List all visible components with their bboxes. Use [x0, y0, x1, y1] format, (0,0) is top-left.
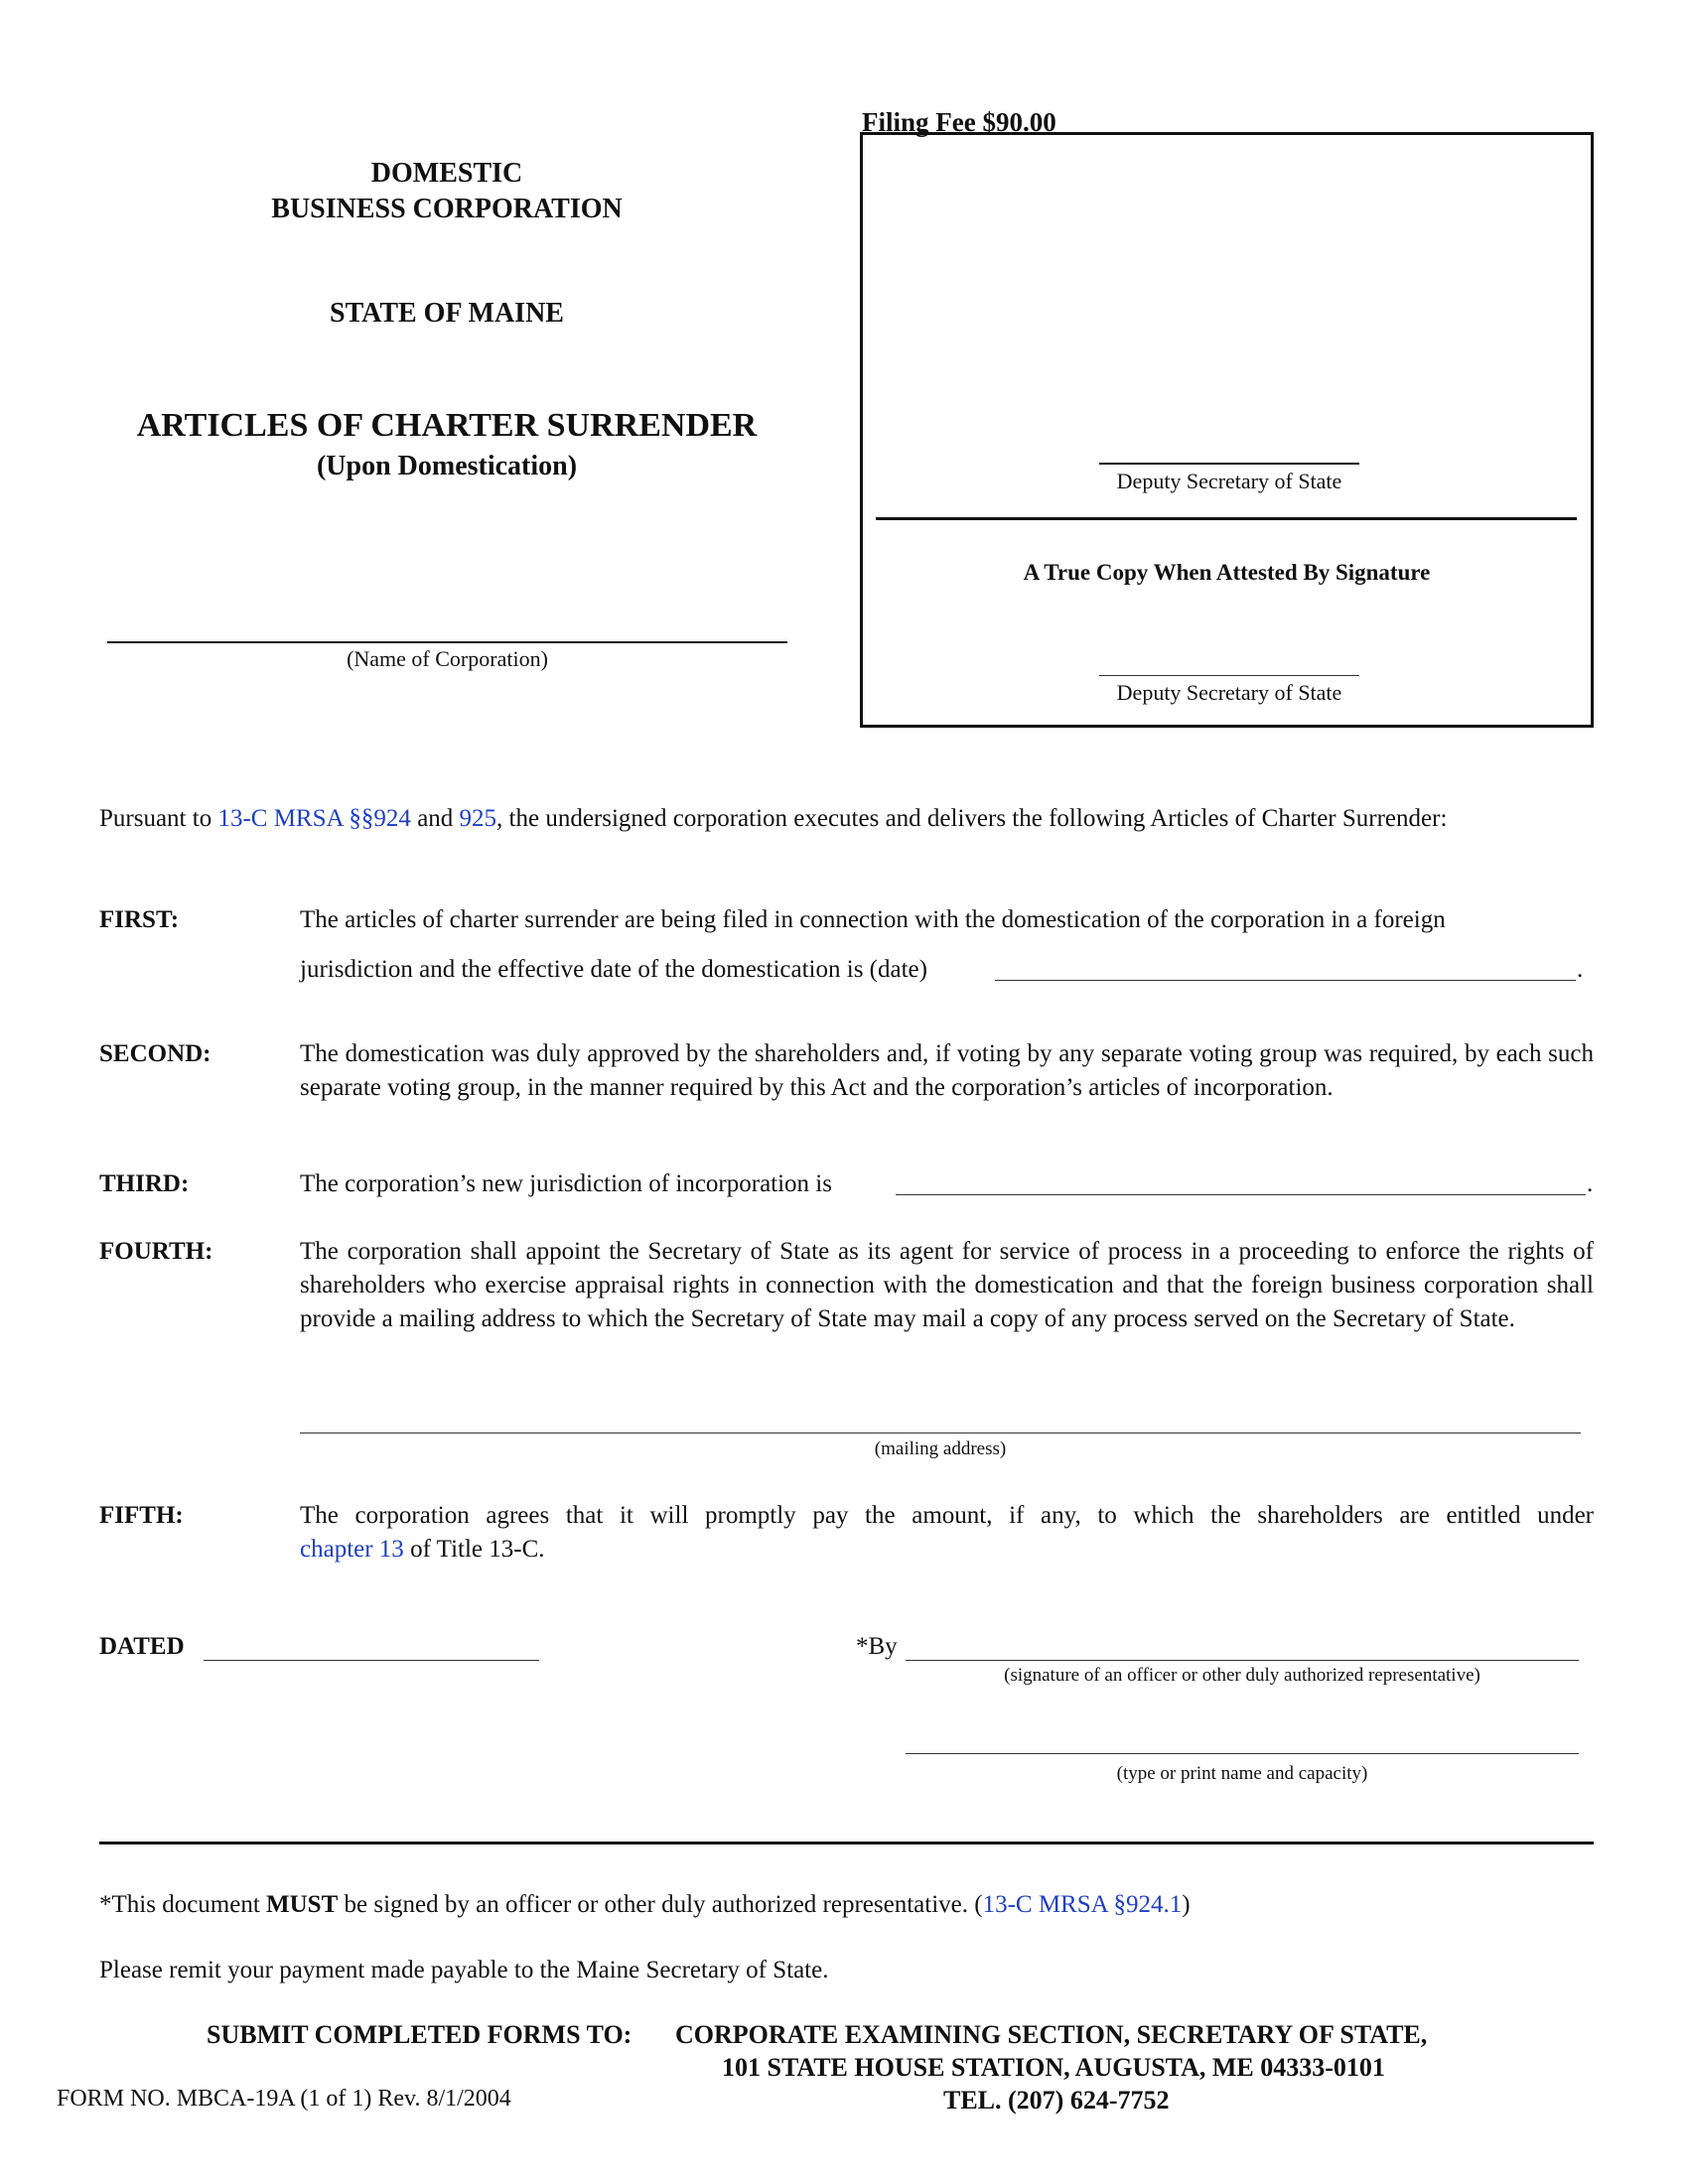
submit-label: SUBMIT COMPLETED FORMS TO:	[207, 2020, 633, 2049]
deputy-caption-2: Deputy Secretary of State	[1116, 680, 1342, 705]
by-label: *By	[856, 1633, 898, 1660]
print-name-caption: (type or print name and capacity)	[1116, 1763, 1368, 1784]
heading-line-2: BUSINESS CORPORATION	[271, 194, 623, 224]
deputy-signature-line-1	[1099, 463, 1359, 465]
state-heading: STATE OF MAINE	[330, 298, 564, 329]
intro-paragraph	[99, 802, 1594, 836]
first-text-line-1: The articles of charter surrender are being filed in connection with the domestication of the corporation in a foreign	[300, 906, 1446, 933]
intro-text-2: and	[410, 805, 460, 832]
note-text-1: *This document	[99, 1891, 267, 1918]
fifth-text-line-2	[300, 1533, 545, 1567]
fifth-text-line-1: The corporation agrees that it will promptly pay the amount, if any, to which the shareholders are entitled under	[300, 1502, 1594, 1529]
filing-fee: Filing Fee $90.00	[862, 107, 1056, 137]
form-number: FORM NO. MBCA-19A (1 of 1) Rev. 8/1/2004	[57, 2086, 511, 2112]
corporation-name-field[interactable]	[107, 641, 787, 643]
second-text: The domestication was duly approved by the shareholders and, if voting by any separate voting group was required, by each such separate voting group, in the manner required by this Act and the corporation’s articles of incorporation.	[300, 1040, 1594, 1101]
deputy-caption-1: Deputy Secretary of State	[1116, 469, 1342, 493]
first-period: .	[1577, 956, 1584, 983]
document-subtitle: (Upon Domestication)	[316, 451, 578, 481]
signature-field[interactable]	[906, 1660, 1579, 1661]
second-label: SECOND:	[99, 1040, 211, 1067]
true-copy-label: A True Copy When Attested By Signature	[1023, 560, 1431, 585]
form-heading	[149, 156, 745, 227]
fourth-label: FOURTH:	[99, 1238, 213, 1265]
statute-link-925[interactable]: 925	[459, 805, 497, 832]
filing-office-box	[860, 132, 1594, 728]
heading-line-1: DOMESTIC	[370, 158, 523, 189]
third-text: The corporation’s new jurisdiction of incorporation is	[300, 1170, 832, 1197]
fifth-label: FIFTH:	[99, 1502, 184, 1529]
dated-label: DATED	[99, 1633, 185, 1660]
fourth-text: The corporation shall appoint the Secretary of State as its agent for service of process in a proceeding to enforce the rights of shareholders who exercise appraisal rights in connection with the domestication and that the foreign business corporation shall provide a mailing address to which the Secretary of State may mail a copy of any process served on the Secretary of State.	[300, 1238, 1594, 1332]
third-label: THIRD:	[99, 1170, 190, 1197]
fifth-text-tail: of Title 13-C.	[403, 1536, 545, 1563]
first-label: FIRST:	[99, 906, 180, 933]
submit-address-line-2: 101 STATE HOUSE STATION, AUGUSTA, ME 04333-0101	[722, 2053, 1385, 2082]
document-title: ARTICLES OF CHARTER SURRENDER	[136, 407, 758, 444]
signature-requirement-note	[99, 1888, 1191, 1922]
mailing-address-caption: (mailing address)	[874, 1438, 1007, 1459]
third-period: .	[1587, 1170, 1594, 1197]
first-text-line-2: jurisdiction and the effective date of the domestication is (date)	[300, 956, 927, 983]
signature-caption: (signature of an officer or other duly authorized representative)	[1004, 1665, 1480, 1686]
submit-phone: TEL. (207) 624-7752	[943, 2086, 1170, 2115]
chapter-13-link[interactable]: chapter 13	[300, 1536, 404, 1563]
effective-date-field[interactable]	[995, 980, 1576, 981]
note-text-3: )	[1182, 1891, 1191, 1918]
note-text-2: be signed by an officer or other duly authorized representative. (	[338, 1891, 983, 1918]
submit-address-line-1: CORPORATE EXAMINING SECTION, SECRETARY OF STATE,	[675, 2020, 1428, 2049]
filing-box-divider	[876, 517, 1577, 520]
new-jurisdiction-field[interactable]	[896, 1194, 1586, 1195]
date-field[interactable]	[204, 1660, 539, 1661]
remit-note: Please remit your payment made payable to the Maine Secretary of State.	[99, 1957, 829, 1983]
print-name-field[interactable]	[906, 1753, 1579, 1754]
corporation-name-caption: (Name of Corporation)	[347, 646, 548, 671]
statute-link-924-1[interactable]: 13-C MRSA §924.1	[982, 1891, 1183, 1918]
footer-divider	[99, 1842, 1594, 1844]
intro-text-3: , the undersigned corporation executes and delivers the following Articles of Charter Surrender:	[496, 805, 1448, 832]
intro-text-1: Pursuant to	[99, 805, 218, 832]
deputy-signature-line-2	[1099, 675, 1359, 676]
note-must: MUST	[266, 1891, 339, 1918]
statute-link-924[interactable]: 13-C MRSA §§924	[217, 805, 411, 832]
